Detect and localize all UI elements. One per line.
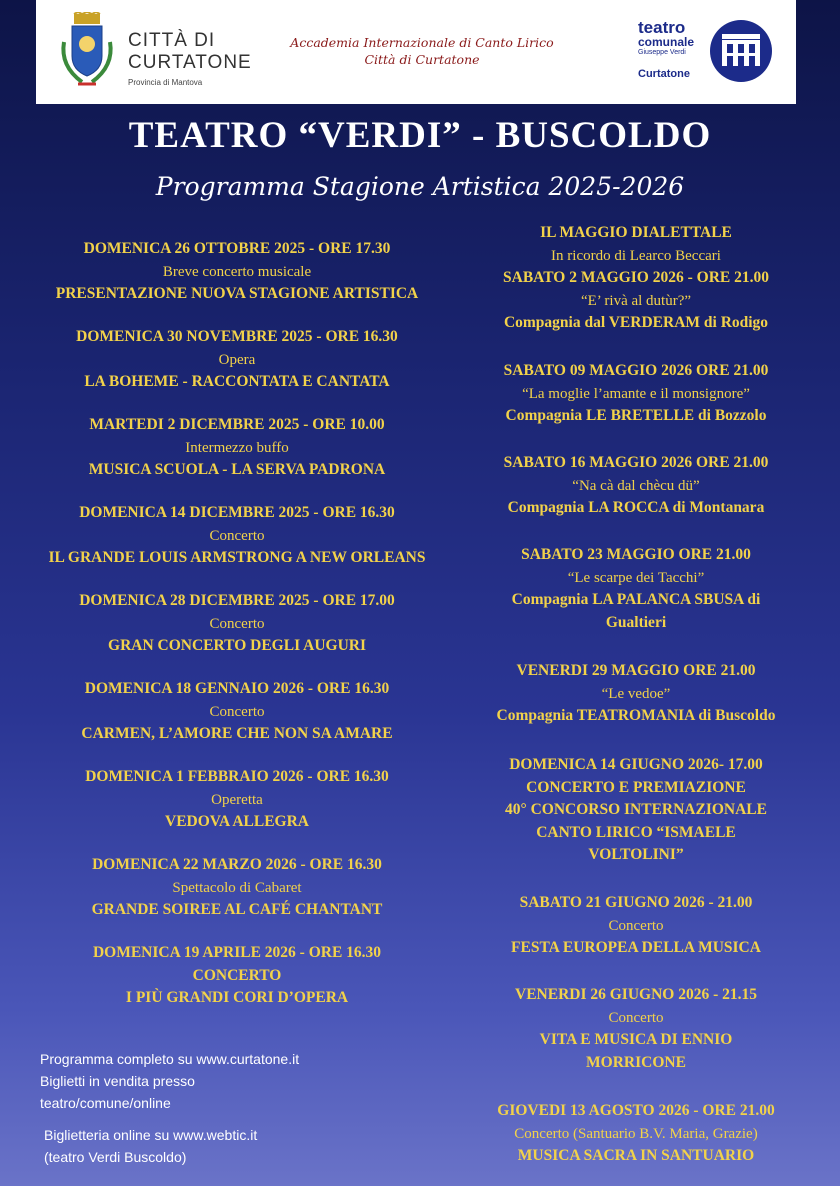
event-date: VENERDI 26 GIUGNO 2026 - 21.15 bbox=[515, 986, 757, 1003]
giuseppe-verdi-word: Giuseppe Verdi bbox=[638, 49, 686, 56]
event-block bbox=[0, 678, 474, 746]
event-date: SABATO 09 MAGGIO 2026 ORE 21.00 bbox=[503, 362, 769, 379]
event-date: DOMENICA 22 MARZO 2026 - ORE 16.30 bbox=[92, 856, 382, 873]
city-name-line2: CURTATONE bbox=[128, 52, 252, 73]
city-logo bbox=[56, 12, 276, 92]
event-genre: CONCERTO bbox=[192, 966, 282, 984]
section-heading: IL MAGGIO DIALETTALE bbox=[540, 224, 732, 241]
event-date: SABATO 21 GIUGNO 2026 - 21.00 bbox=[519, 894, 753, 911]
page-subtitle: Programma Stagione Artistica 2025-2026 bbox=[155, 172, 685, 201]
event-company: Compagnia dal VERDERAM di Rodigo bbox=[503, 314, 769, 331]
event-date: DOMENICA 1 FEBBRAIO 2026 - ORE 16.30 bbox=[85, 768, 389, 785]
event-title: “Na cà dal chècu dü” bbox=[572, 477, 700, 494]
event-block bbox=[466, 452, 806, 520]
event-block bbox=[466, 984, 806, 1074]
event-title: CARMEN, L’AMORE CHE NON SA AMARE bbox=[81, 725, 393, 742]
event-date: DOMENICA 26 OTTOBRE 2025 - ORE 17.30 bbox=[83, 240, 391, 257]
event-title: IL GRANDE LOUIS ARMSTRONG A NEW ORLEANS bbox=[48, 549, 426, 566]
section-dedication: In ricordo di Learco Beccari bbox=[551, 247, 721, 264]
event-company: Compagnia LE BRETELLE di Bozzolo bbox=[505, 407, 767, 424]
event-block bbox=[0, 414, 474, 482]
event-genre: Concerto bbox=[608, 1009, 664, 1026]
event-date: DOMENICA 14 GIUGNO 2026- 17.00 bbox=[509, 756, 763, 773]
event-date: MARTEDI 2 DICEMBRE 2025 - ORE 10.00 bbox=[89, 416, 385, 433]
event-block bbox=[0, 502, 474, 570]
city-province: Provincia di Mantova bbox=[128, 78, 203, 87]
accademia-line2: Città di Curtatone bbox=[364, 52, 480, 67]
event-date: DOMENICA 28 DICEMBRE 2025 - ORE 17.00 bbox=[79, 592, 395, 609]
event-title-cont: MORRICONE bbox=[586, 1053, 686, 1071]
event-date: DOMENICA 18 GENNAIO 2026 - ORE 16.30 bbox=[84, 680, 390, 697]
event-block bbox=[466, 892, 806, 960]
accademia-line1: Accademia Internazionale di Canto Lirico bbox=[290, 35, 554, 50]
event-date: DOMENICA 14 DICEMBRE 2025 - ORE 16.30 bbox=[79, 504, 395, 521]
event-title: LA BOHEME - RACCONTATA E CANTATA bbox=[84, 373, 390, 390]
event-block bbox=[0, 942, 474, 1010]
page-title: TEATRO “VERDI” - BUSCOLDO bbox=[128, 115, 712, 156]
event-genre: Concerto bbox=[209, 703, 265, 720]
event-block bbox=[466, 544, 806, 634]
event-genre: Concerto bbox=[209, 615, 265, 632]
event-title: MUSICA SACRA IN SANTUARIO bbox=[517, 1147, 755, 1164]
footer-online-link: Biglietteria online su www.webtic.it bbox=[44, 1127, 258, 1143]
curtatone-word: Curtatone bbox=[638, 68, 690, 80]
event-date: VENERDI 29 MAGGIO ORE 21.00 bbox=[516, 662, 756, 679]
teatro-comunale-logo bbox=[636, 16, 786, 88]
comunale-word: comunale bbox=[638, 35, 695, 49]
event-block bbox=[0, 326, 474, 394]
event-title: 40° CONCORSO INTERNAZIONALE bbox=[505, 801, 767, 818]
event-genre: Intermezzo buffo bbox=[185, 439, 289, 456]
footer-program-link: Programma completo su www.curtatone.it bbox=[40, 1051, 300, 1067]
event-company-town: Gualtieri bbox=[605, 613, 667, 631]
event-genre: Concerto bbox=[608, 917, 664, 934]
event-title: MUSICA SCUOLA - LA SERVA PADRONA bbox=[88, 461, 386, 478]
footer-tickets-line: Biglietti in vendita presso bbox=[40, 1073, 195, 1089]
event-block bbox=[0, 238, 474, 306]
event-title-cont: VOLTOLINI” bbox=[588, 846, 684, 863]
event-company: Compagnia LA ROCCA di Montanara bbox=[507, 499, 765, 516]
event-block bbox=[466, 754, 806, 867]
event-date: GIOVEDI 13 AGOSTO 2026 - ORE 21.00 bbox=[497, 1102, 775, 1119]
event-date: DOMENICA 30 NOVEMBRE 2025 - ORE 16.30 bbox=[76, 328, 398, 345]
event-title-cont: CANTO LIRICO “ISMAELE bbox=[536, 823, 736, 841]
footer-online bbox=[44, 1124, 257, 1168]
event-title: “E’ rivà al dutùr?” bbox=[580, 292, 692, 309]
event-block bbox=[466, 360, 806, 428]
event-title: “La moglie l’amante e il monsignore” bbox=[522, 385, 750, 402]
event-block bbox=[0, 766, 474, 834]
footer-tickets-places: teatro/comune/online bbox=[40, 1095, 171, 1111]
event-title: “Le scarpe dei Tacchi” bbox=[567, 569, 705, 586]
event-block bbox=[466, 222, 806, 335]
event-title: GRAN CONCERTO DEGLI AUGURI bbox=[108, 637, 366, 654]
event-genre: Opera bbox=[218, 351, 256, 368]
city-name-line1: CITTÀ DI bbox=[128, 30, 216, 51]
event-genre: Concerto bbox=[209, 527, 265, 544]
footer-online-venue: (teatro Verdi Buscoldo) bbox=[44, 1149, 187, 1165]
event-genre: Spettacolo di Cabaret bbox=[172, 879, 302, 896]
event-title: I PIÙ GRANDI CORI D’OPERA bbox=[125, 989, 349, 1006]
event-title: GRANDE SOIREE AL CAFÉ CHANTANT bbox=[91, 901, 383, 918]
event-genre: Breve concerto musicale bbox=[162, 263, 312, 280]
event-genre: Operetta bbox=[211, 791, 263, 808]
event-title: VEDOVA ALLEGRA bbox=[165, 813, 309, 830]
teatro-word: teatro bbox=[638, 18, 686, 37]
event-title: “Le vedoe” bbox=[601, 685, 671, 702]
header-banner bbox=[36, 0, 796, 104]
event-genre: CONCERTO E PREMIAZIONE bbox=[526, 778, 746, 796]
event-title: FESTA EUROPEA DELLA MUSICA bbox=[511, 939, 761, 956]
city-crest-icon bbox=[56, 12, 118, 92]
event-date: SABATO 23 MAGGIO ORE 21.00 bbox=[521, 546, 751, 563]
event-genre: Concerto (Santuario B.V. Maria, Grazie) bbox=[514, 1125, 758, 1142]
event-title: PRESENTAZIONE NUOVA STAGIONE ARTISTICA bbox=[55, 285, 419, 302]
event-block bbox=[0, 854, 474, 922]
theatre-building-icon bbox=[708, 18, 774, 84]
event-block bbox=[466, 1100, 806, 1168]
event-company: Compagnia LA PALANCA SBUSA di bbox=[511, 591, 761, 608]
event-date: DOMENICA 19 APRILE 2026 - ORE 16.30 bbox=[92, 944, 382, 961]
event-block bbox=[466, 660, 806, 728]
event-date: SABATO 2 MAGGIO 2026 - ORE 21.00 bbox=[503, 269, 769, 286]
event-company: Compagnia TEATROMANIA di Buscoldo bbox=[496, 707, 776, 724]
accademia-logo-text bbox=[272, 34, 572, 68]
event-date: SABATO 16 MAGGIO 2026 ORE 21.00 bbox=[503, 454, 769, 471]
event-title: VITA E MUSICA DI ENNIO bbox=[539, 1031, 733, 1048]
event-block bbox=[0, 590, 474, 658]
footer-info bbox=[40, 1048, 299, 1114]
